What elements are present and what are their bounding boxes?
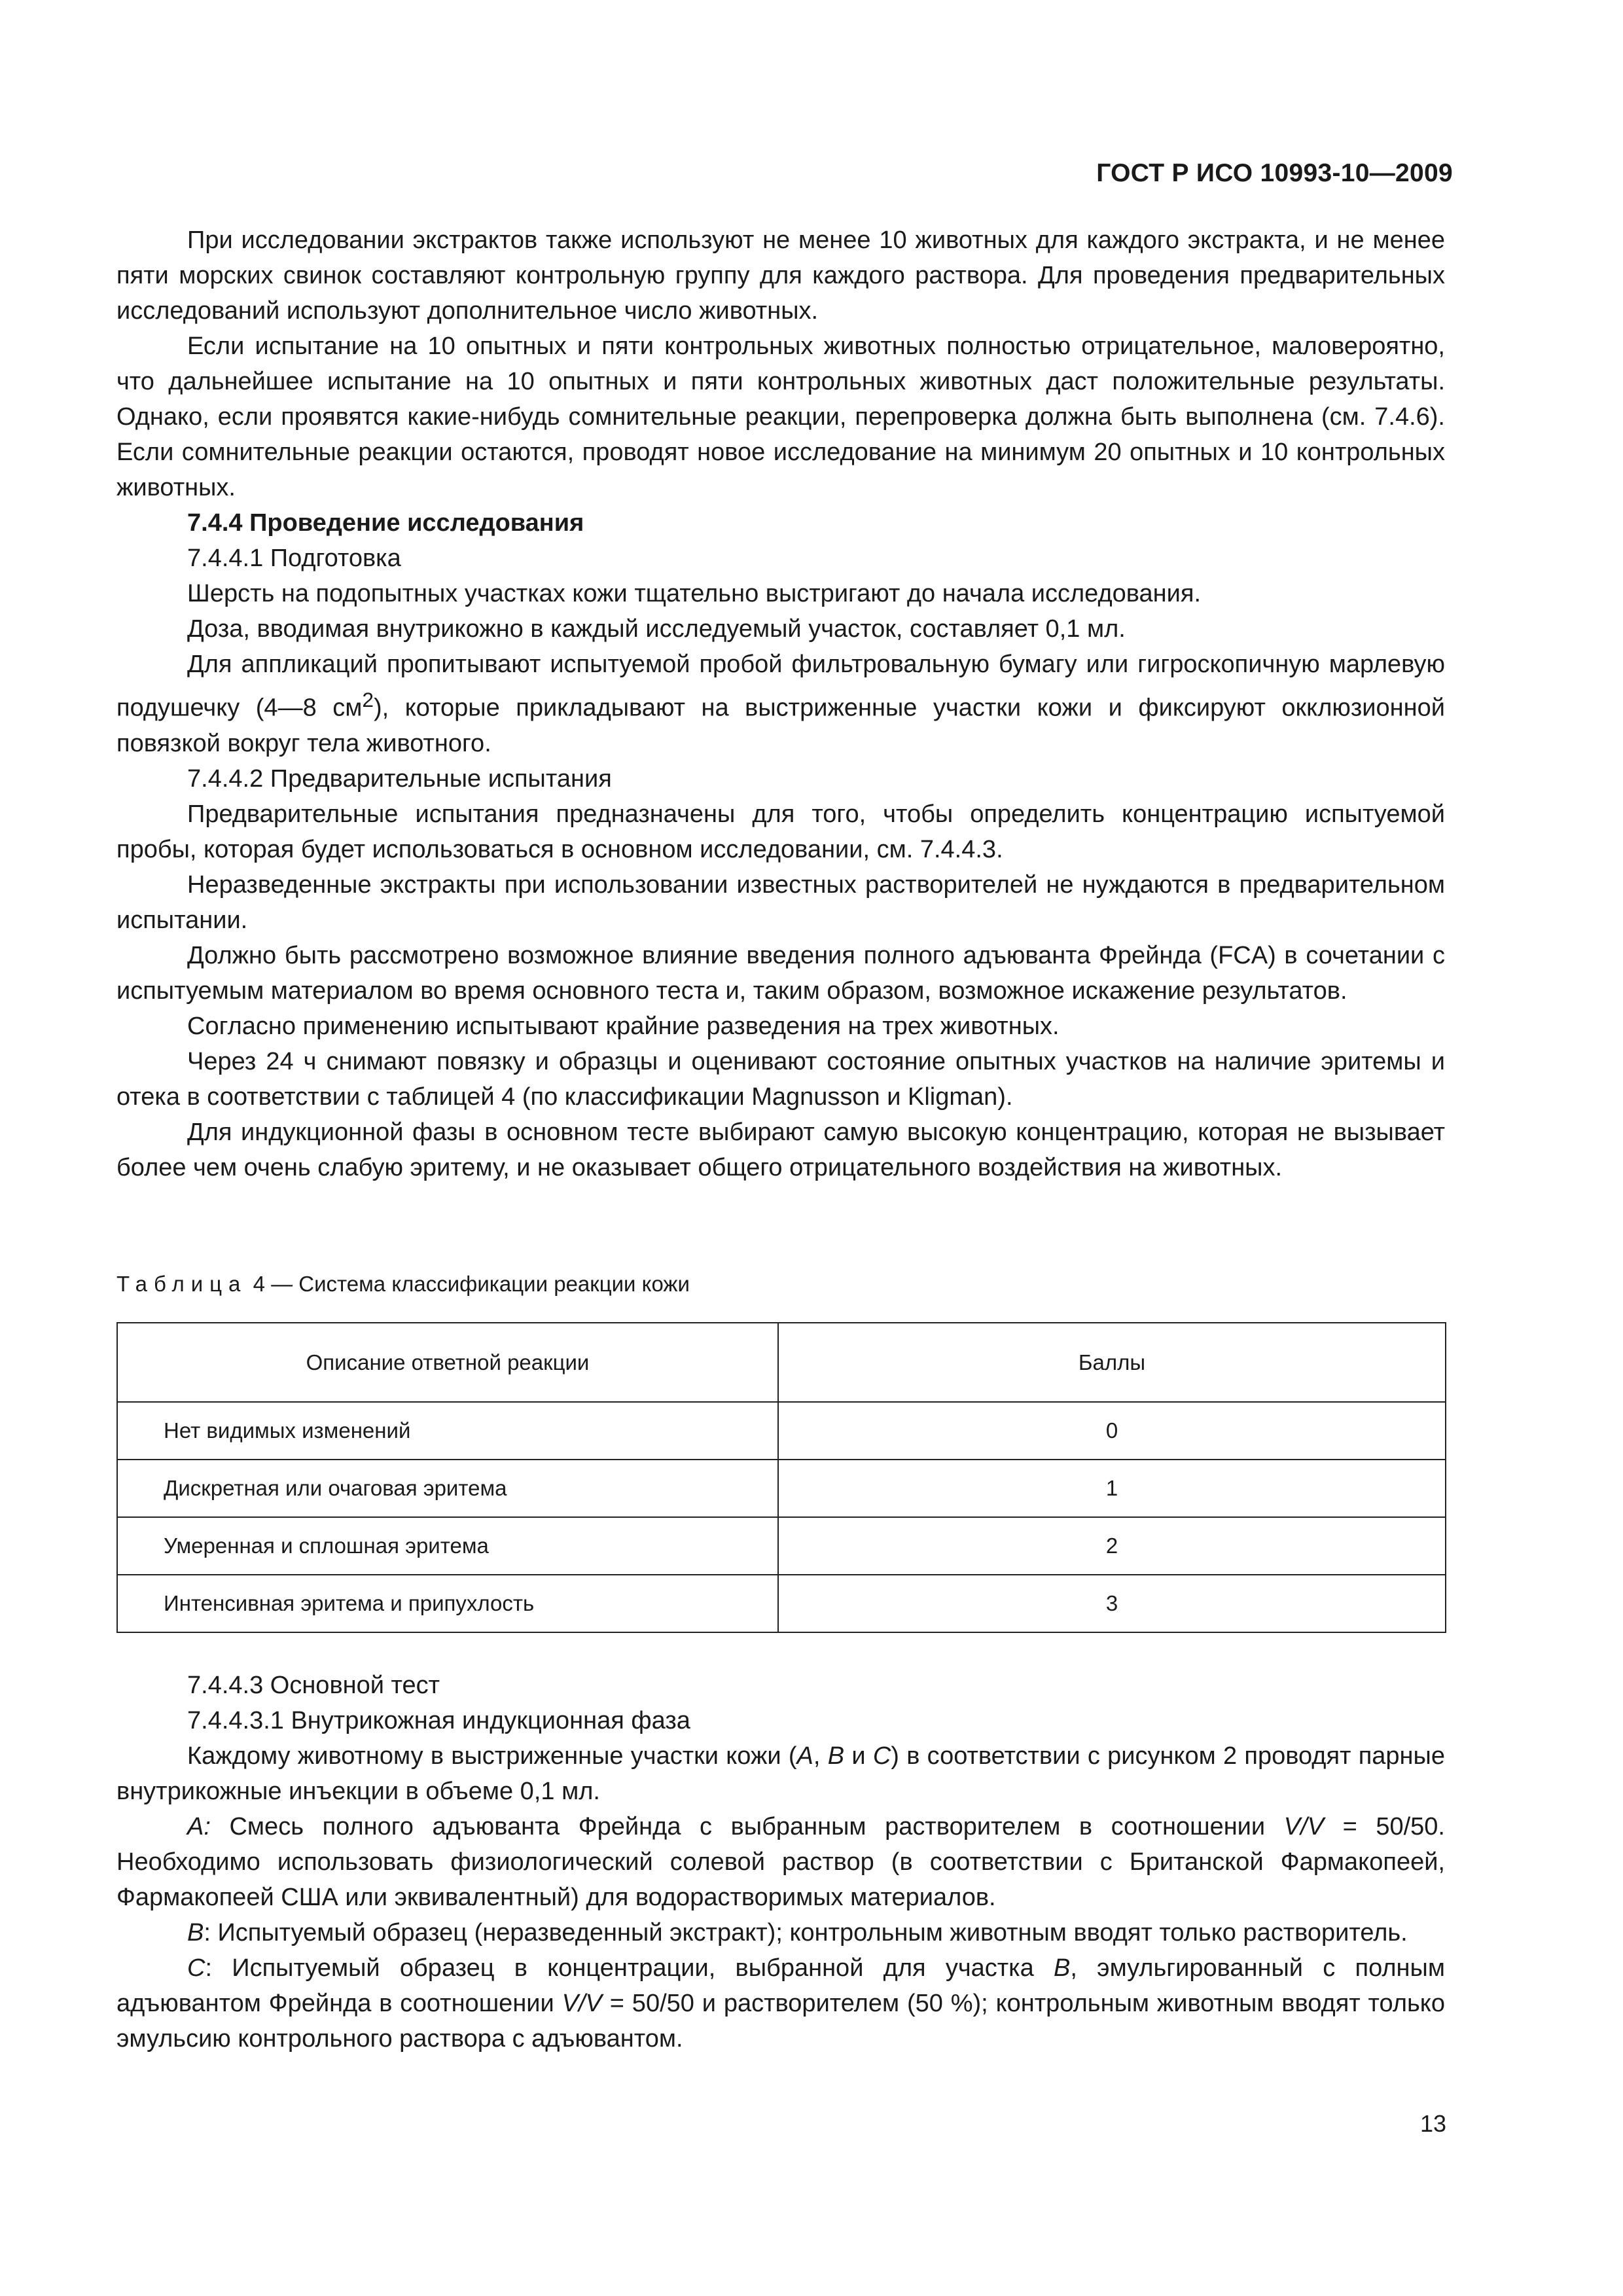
paragraph: При исследовании экстрактов также используют не менее 10 животных для каждого экстракта, и не менее пяти морских свинок составляют контрольную группу для каждого раствора. Для проведения предварительных исследований используют дополнительное число животных. <box>116 226 1445 325</box>
text-run: Для аппликаций пропитывают испытуемой пробой фильтровальную бумагу или гигроскопичную марлевую подушечку (4—8 см <box>116 651 1445 722</box>
text-run: = 50/50 и растворителем (50 %); контрольным животным вводят только эмульсию контрольного раствора с адъювантом. <box>116 1990 1445 2053</box>
table-row <box>117 1575 1446 1632</box>
table-cell-description: Интенсивная эритема и припухлость <box>117 1575 778 1632</box>
table-cell-description: Умеренная и сплошная эритема <box>117 1517 778 1575</box>
site-label-b: B <box>827 1742 845 1770</box>
main-text-top <box>116 223 1445 1185</box>
paragraph: Доза, вводимая внутрикожно в каждый исследуемый участок, составляет 0,1 мл. <box>187 615 1126 643</box>
table-caption-text: 4 — Система классификации реакции кожи <box>253 1272 690 1296</box>
main-text-bottom <box>116 1668 1445 2056</box>
paragraph <box>116 1950 1445 2056</box>
site-label-c: C <box>187 1954 205 1982</box>
table-caption <box>116 1271 690 1297</box>
text-run: : Испытуемый образец в концентрации, выбранной для участка <box>205 1954 1054 1982</box>
text-run: и <box>844 1742 873 1770</box>
site-label-c: C <box>872 1742 891 1770</box>
site-label-a: A: <box>187 1813 211 1840</box>
site-label-b: B <box>1054 1954 1071 1982</box>
subsection-heading-7-4-4-3: 7.4.4.3 Основной тест <box>187 1672 440 1699</box>
paragraph: Согласно применению испытывают крайние разведения на трех животных. <box>187 1012 1060 1040</box>
table-cell-score: 2 <box>778 1517 1446 1575</box>
column-header-description: Описание ответной реакции <box>117 1323 778 1402</box>
skin-reaction-table <box>116 1322 1446 1633</box>
table-row <box>117 1517 1446 1575</box>
superscript: 2 <box>362 688 374 711</box>
paragraph: Неразведенные экстракты при использовании известных растворителей не нуждаются в предварительном испытании. <box>116 870 1445 934</box>
paragraph: Шерсть на подопытных участках кожи тщательно выстригают до начала исследования. <box>187 580 1202 607</box>
paragraph: Через 24 ч снимают повязку и образцы и оценивают состояние опытных участков на наличие эритемы и отека в соответствии с таблицей 4 (по классификации Magnusson и Kligman). <box>116 1047 1445 1111</box>
paragraph: Предварительные испытания предназначены для того, чтобы определить концентрацию испытуемой пробы, которая будет использоваться в основном исследовании, см. 7.4.4.3. <box>116 800 1445 863</box>
text-run: : Испытуемый образец (неразведенный экстракт); контрольным животным вводят только растворитель. <box>204 1919 1408 1946</box>
paragraph <box>116 647 1445 761</box>
section-heading-7-4-4: 7.4.4 Проведение исследования <box>187 509 584 537</box>
table-cell-score: 1 <box>778 1460 1446 1517</box>
paragraph <box>116 1915 1445 1950</box>
subsection-heading-7-4-4-1: 7.4.4.1 Подготовка <box>187 545 401 572</box>
text-run: Смесь полного адъюванта Фрейнда с выбранным растворителем в соотношении <box>210 1813 1284 1840</box>
subsection-heading-7-4-4-2: 7.4.4.2 Предварительные испытания <box>187 764 612 793</box>
column-header-score: Баллы <box>778 1323 1446 1402</box>
ratio-label: V/V <box>1283 1813 1324 1840</box>
table-row <box>117 1402 1446 1460</box>
table-caption-label: Таблица <box>116 1272 247 1296</box>
text-run: = 50/50. Необходимо использовать физиологический солевой раствор (в соответствии с Британской Фармакопеей, Фармакопеей США или эквивалентный) для водорастворимых материалов. <box>116 1813 1445 1911</box>
table-row <box>117 1460 1446 1517</box>
text-run: ), которые прикладывают на выстриженные участки кожи и фиксируют окклюзионной повязкой вокруг тела животного. <box>116 694 1445 757</box>
text-run: , <box>813 1742 828 1770</box>
paragraph: Если испытание на 10 опытных и пяти контрольных животных полностью отрицательное, маловероятно, что дальнейшее испытание на 10 опытных и пяти контрольных животных даст положительные результаты. Однако, если проявятся какие-нибудь сомнительные реакции, перепроверка должна быть выполнена (см. 7.4.6). Если сомнительные реакции остаются, проводят новое исследование на минимум 20 опытных и 10 контрольных животных. <box>116 332 1445 501</box>
site-label-b: B <box>187 1919 204 1946</box>
paragraph: Должно быть рассмотрено возможное влияние введения полного адъюванта Фрейнда (FCA) в сочетании с испытуемым материалом во время основного теста и, таким образом, возможное искажение результатов. <box>116 941 1445 1005</box>
ratio-label: V/V <box>562 1990 602 2017</box>
document-code: ГОСТ Р ИСО 10993-10—2009 <box>1096 159 1453 187</box>
subsection-heading-7-4-4-3-1: 7.4.4.3.1 Внутрикожная индукционная фаза <box>187 1707 690 1734</box>
text-run: , эмульгированный с полным адъювантом Фрейнда в соотношении <box>116 1954 1445 2017</box>
paragraph <box>116 1738 1445 1809</box>
table-header-row <box>117 1323 1446 1402</box>
table-cell-description: Дискретная или очаговая эритема <box>117 1460 778 1517</box>
table-cell-score: 0 <box>778 1402 1446 1460</box>
text-run: ) в соответствии с рисунком 2 проводят парные внутрикожные инъекции в объеме 0,1 мл. <box>116 1742 1445 1805</box>
site-label-a: A <box>796 1742 813 1770</box>
paragraph: Для индукционной фазы в основном тесте выбирают самую высокую концентрацию, которая не вызывает более чем очень слабую эритему, и не оказывает общего отрицательного воздействия на животных. <box>116 1118 1445 1181</box>
page-number: 13 <box>1419 2110 1446 2137</box>
table-cell-score: 3 <box>778 1575 1446 1632</box>
text-run: Каждому животному в выстриженные участки кожи ( <box>187 1742 797 1770</box>
paragraph <box>116 1809 1445 1915</box>
table-cell-description: Нет видимых изменений <box>117 1402 778 1460</box>
